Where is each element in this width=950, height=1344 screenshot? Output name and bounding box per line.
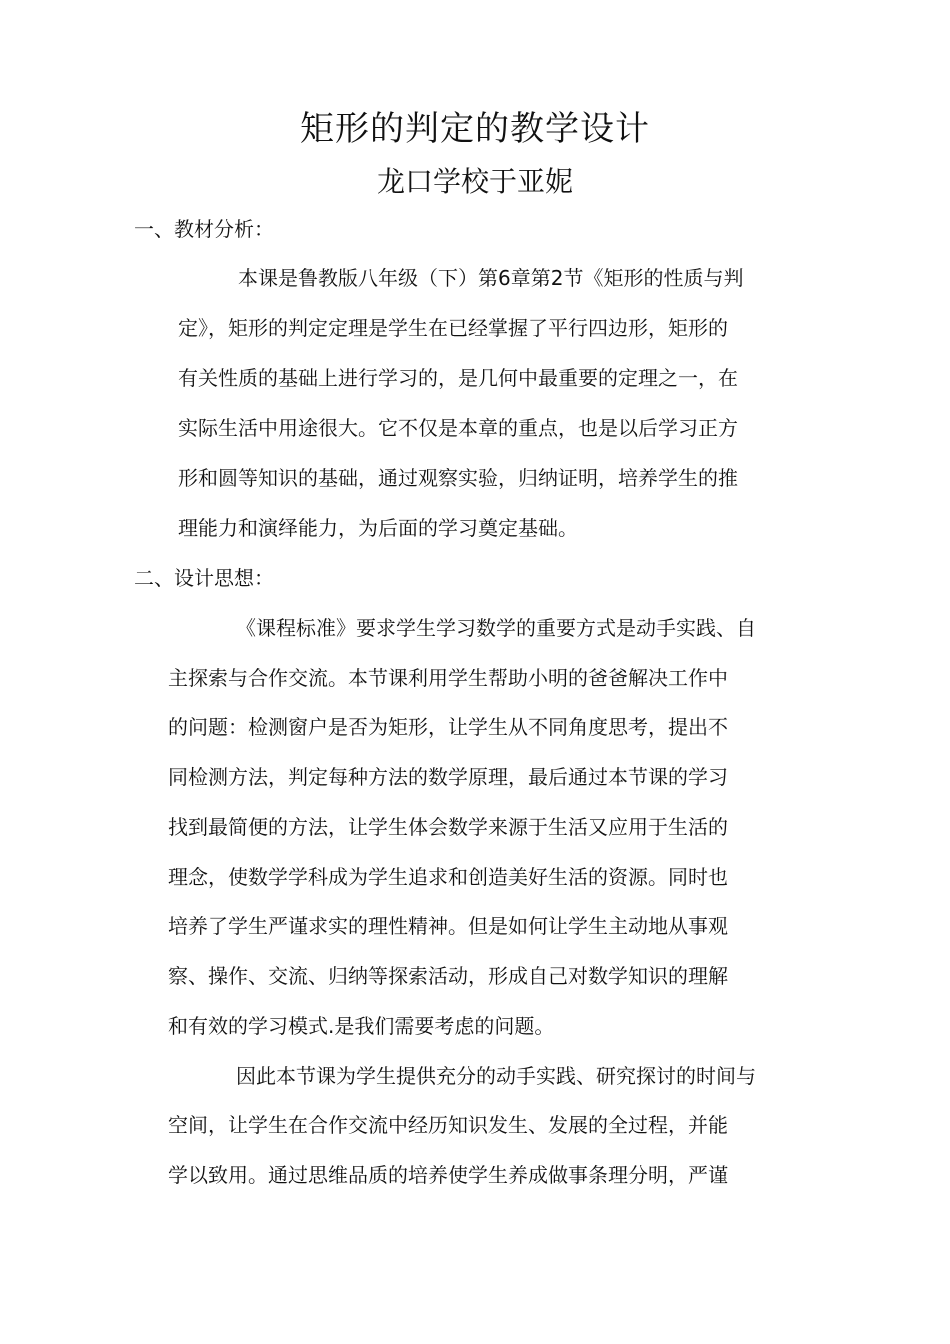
section-heading-2: 二、设计思想： (134, 566, 274, 590)
paragraph-line: 察、操作、交流、归纳等探索活动，形成自己对数学知识的理解 (168, 964, 728, 988)
paragraph-line: 实际生活中用途很大。它不仅是本章的重点，也是以后学习正方 (178, 416, 738, 440)
paragraph-line: 因此本节课为学生提供充分的动手实践、研究探讨的时间与 (236, 1064, 756, 1088)
paragraph-line: 主探索与合作交流。本节课利用学生帮助小明的爸爸解决工作中 (168, 666, 728, 690)
paragraph-line: 理能力和演绎能力，为后面的学习奠定基础。 (178, 516, 578, 540)
paragraph-line: 找到最简便的方法，让学生体会数学来源于生活又应用于生活的 (168, 815, 728, 839)
document-title: 矩形的判定的教学设计 (300, 109, 650, 149)
paragraph-line: 和有效的学习模式.是我们需要考虑的问题。 (168, 1014, 555, 1038)
paragraph-line: 学以致用。通过思维品质的培养使学生养成做事条理分明，严谨 (168, 1163, 728, 1187)
author-line: 龙口学校于亚妮 (376, 165, 573, 198)
paragraph-line: 有关性质的基础上进行学习的，是几何中最重要的定理之一，在 (178, 366, 738, 390)
paragraph-line: 的问题：检测窗户是否为矩形，让学生从不同角度思考，提出不 (168, 715, 728, 739)
paragraph-line: 《课程标准》要求学生学习数学的重要方式是动手实践、自 (236, 616, 756, 640)
paragraph-line: 形和圆等知识的基础，通过观察实验，归纳证明，培养学生的推 (178, 466, 738, 490)
paragraph-line: 同检测方法，判定每种方法的数学原理，最后通过本节课的学习 (168, 765, 728, 789)
paragraph-line: 定》，矩形的判定定理是学生在已经掌握了平行四边形，矩形的 (178, 316, 728, 340)
paragraph-line: 培养了学生严谨求实的理性精神。但是如何让学生主动地从事观 (168, 914, 728, 938)
paragraph-line: 理念，使数学学科成为学生追求和创造美好生活的资源。同时也 (168, 865, 728, 889)
paragraph-line: 本课是鲁教版八年级（下）第6章第2节《矩形的性质与判 (238, 266, 744, 290)
section-heading-1: 一、教材分析： (134, 217, 274, 241)
paragraph-line: 空间，让学生在合作交流中经历知识发生、发展的全过程，并能 (168, 1113, 728, 1137)
